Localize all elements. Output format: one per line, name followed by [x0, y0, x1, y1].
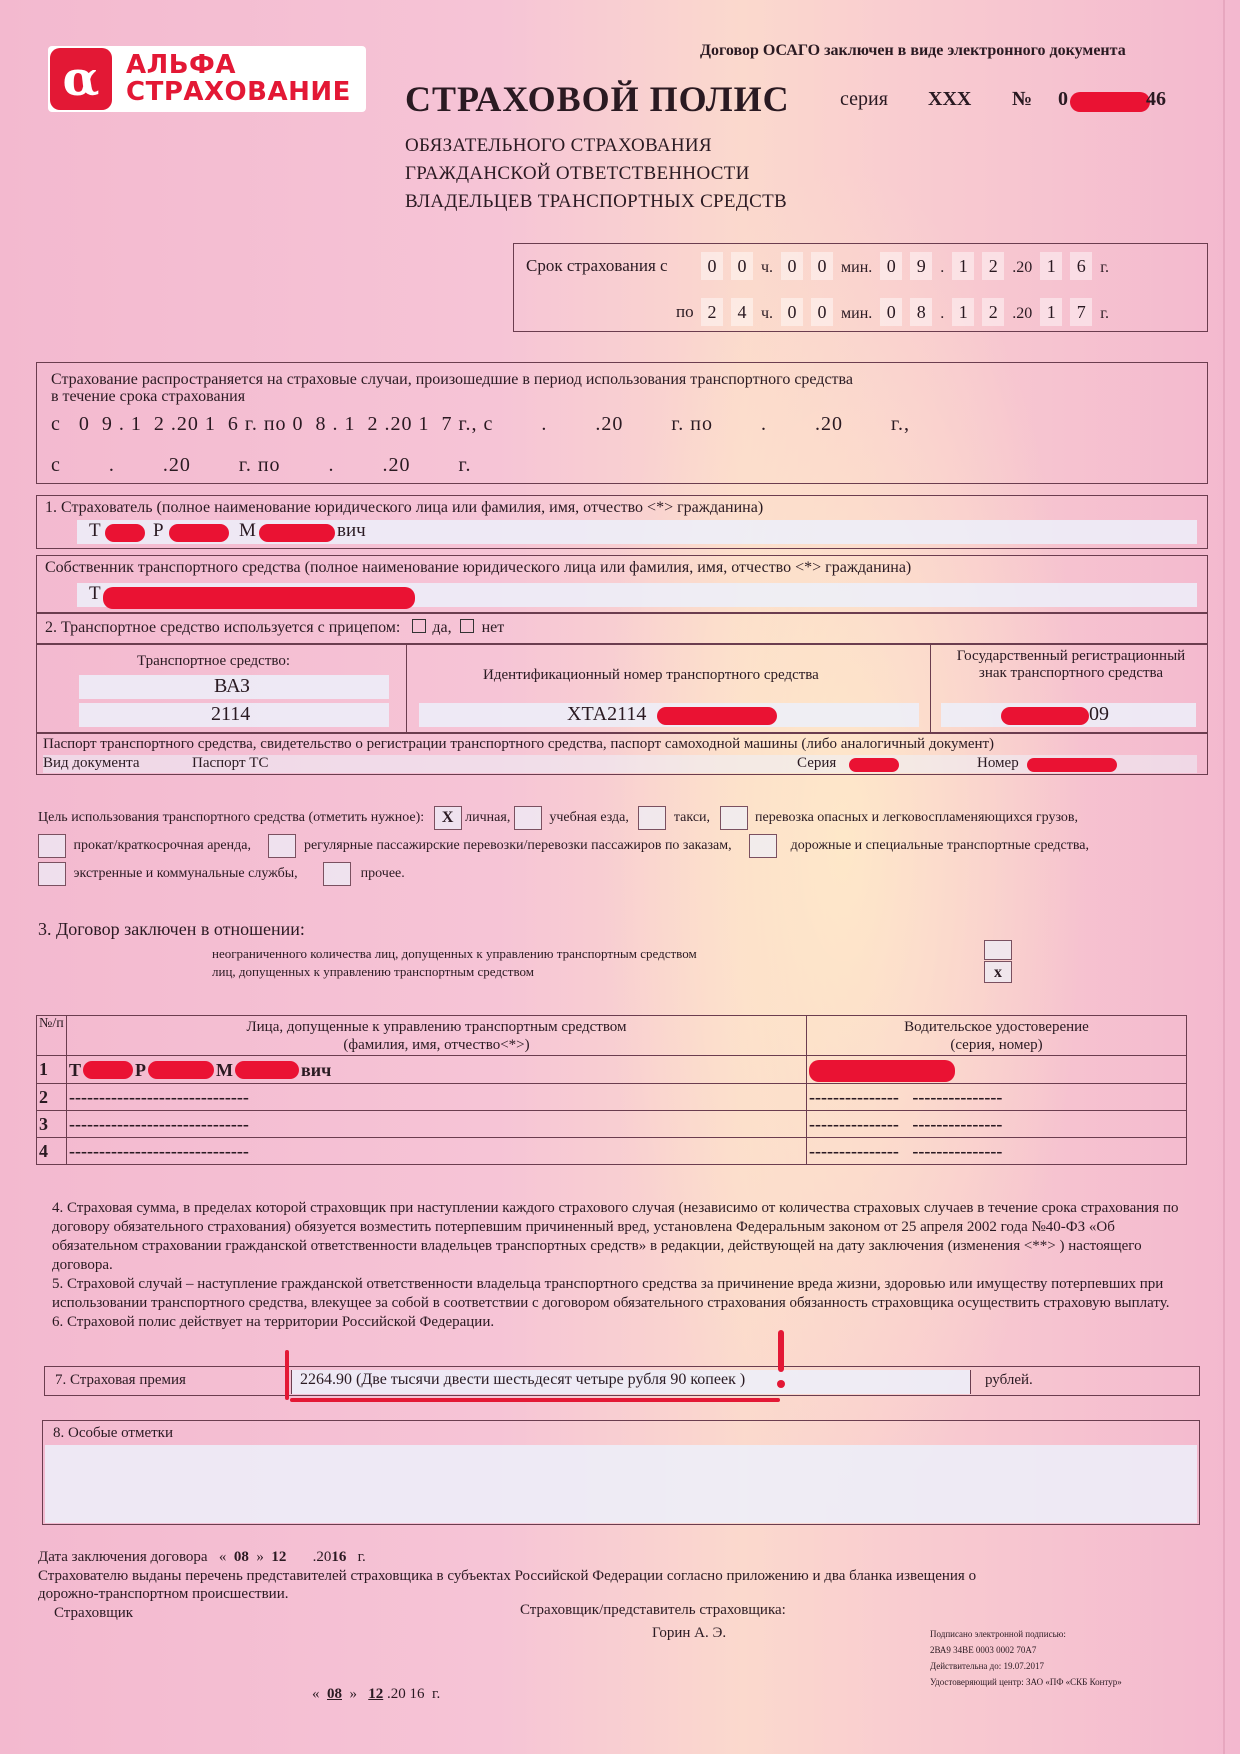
row-num: 1: [37, 1056, 67, 1084]
date-separator: ч.: [761, 259, 774, 276]
vehicle-box: [36, 644, 1208, 733]
vehicle-model: 2114: [211, 703, 251, 725]
representative-label: Страховщик/представитель страховщика:: [520, 1602, 786, 1618]
redaction-mark: [169, 524, 229, 542]
drivers-table: [36, 1015, 1187, 1165]
usage-period-box: [36, 362, 1208, 484]
trailer-box: [36, 613, 1208, 644]
special-notes-box: [42, 1420, 1200, 1525]
trailer-yes-label: да,: [432, 619, 452, 636]
vehicle-make: ВАЗ: [214, 675, 251, 697]
date-digit-cell: 2: [982, 298, 1004, 326]
issued-text: Страхователю выданы перечень представителей страховщика в субъектах Российской Федерации согласно приложению и два бланка извещения о дорожно-транспортном происшествии.: [38, 1568, 977, 1602]
contract-heading: 3. Договор заключен в отношении:: [38, 919, 305, 939]
purpose-label: Цель использования транспортного средства (отметить нужное):: [38, 810, 425, 826]
date-digit-cell: 0: [880, 252, 902, 280]
alpha-icon: [50, 48, 112, 110]
date-separator: мин.: [841, 259, 873, 276]
electronic-signature: Подписано электронной подписью: 2ВА9 34ВЕ 0003 0002 70А7 Действительна до: 19.07.2017 Удостоверяющий центр: ЗАО «ПФ «СКБ Контур»: [930, 1629, 1122, 1687]
terms-p4: 4. Страховая сумма, в пределах которой страховщик при наступлении каждого страхового случая (независимо от количества страховых случаев в течение срока страхования по договору обязательного страхования) обязуется возместить потерпевшим причиненный вред, установлена Федеральным законом от 25 апреля 2002 года №40-ФЗ «Об обязательном страховании гражданской ответственности владельцев транспортных средств» в редакции, действующей на дату заключения (изменения <**> ) настоящего договора.: [52, 1200, 1179, 1273]
vehicle-label: Транспортное средство:: [137, 653, 291, 669]
term-from-label: Срок страхования с: [526, 256, 668, 275]
driver-license: [807, 1056, 1187, 1084]
electronic-note: Договор ОСАГО заключен в виде электронного документа: [700, 42, 1126, 59]
redaction-mark: [259, 524, 335, 542]
purpose-option-label: прокат/краткосрочная аренда,: [73, 838, 251, 854]
driver-name: ------------------------------: [67, 1138, 807, 1165]
trailer-yes-checkbox[interactable]: [412, 619, 426, 633]
insurer-name-part: Т: [89, 520, 101, 541]
date-digit-cell: 1: [952, 298, 974, 326]
table-row: [37, 1084, 1187, 1111]
vehicle-passport-box: [36, 733, 1208, 775]
row-num: 2: [37, 1084, 67, 1111]
number-start: 0: [1058, 88, 1068, 110]
usage-period-row2: с . .20 г. по . .20 г.: [51, 454, 472, 476]
limited-checkbox[interactable]: x: [984, 961, 1012, 983]
usage-period-row1: с 0 9 . 1 2 .20 1 6 г. по 0 8 . 1 2 .20 1 7 г., с . .20 г. по . .20 г.,: [51, 413, 910, 435]
purpose-checkbox[interactable]: [638, 806, 666, 830]
col-num: №/п: [37, 1016, 67, 1056]
contract-option-unlimited: неограниченного количества лиц, допущенных к управлению транспортным средством: [212, 946, 697, 961]
trailer-row: [45, 619, 504, 637]
insurance-term-box: [513, 243, 1208, 332]
purpose-checkbox[interactable]: [38, 834, 66, 858]
terms-p6: 6. Страховой полис действует на территории Российской Федерации.: [52, 1314, 495, 1330]
terms-section: [52, 1199, 1187, 1332]
table-header-row: [37, 1016, 1187, 1056]
date-digit-cell: 7: [1070, 298, 1092, 326]
trailer-label: 2. Транспортное средство используется с прицепом:: [45, 619, 401, 636]
terms-p5: 5. Страховой случай – наступление гражданской ответственности владельца транспортного средства за причинение вреда жизни, здоровью или имуществу потерпевших при использовании транспортного средства, влекущее за собой в соответствии с договором обязательного страхования обязанность страховщика осуществить страховую выплату.: [52, 1276, 1170, 1311]
doc-number-label: Номер: [977, 755, 1019, 771]
date-digit-cell: 0: [731, 252, 753, 280]
insurer-box: [36, 495, 1208, 549]
series-value: ХХХ: [928, 88, 972, 110]
vin-value: ХТА2114: [567, 703, 647, 725]
doc-series-label: Серия: [797, 755, 837, 771]
table-row: [37, 1138, 1187, 1165]
driver-license: --------------- ---------------: [807, 1084, 1187, 1111]
purpose-option-label: прочее.: [360, 866, 405, 882]
date-digit-cell: 1: [1040, 298, 1062, 326]
date-separator: г.: [1100, 259, 1110, 276]
date-digit-cell: 0: [811, 298, 833, 326]
unlimited-checkbox[interactable]: [984, 940, 1012, 960]
doc-type-value: Паспорт ТС: [192, 755, 269, 771]
redaction-mark: [103, 587, 415, 609]
purpose-checkbox[interactable]: X: [434, 806, 462, 830]
page-title: СТРАХОВОЙ ПОЛИС: [405, 79, 790, 119]
date-separator: .: [940, 259, 945, 276]
doc-type-label: Вид документа: [43, 755, 140, 771]
sign-date: « 08 » 12 .20 16 г.: [312, 1686, 441, 1702]
date-digit-cell: 2: [982, 252, 1004, 280]
trailer-no-checkbox[interactable]: [460, 619, 474, 633]
purpose-checkbox[interactable]: [268, 834, 296, 858]
number-label: №: [1012, 88, 1033, 110]
plate-label: Государственный регистрационный знак транспортного средства: [956, 648, 1186, 681]
redaction-mark: [105, 524, 145, 542]
table-row: [37, 1056, 1187, 1084]
date-digit-cell: 0: [811, 252, 833, 280]
purpose-option-label: дорожные и специальные транспортные средства,: [790, 838, 1089, 854]
row-num: 3: [37, 1111, 67, 1138]
driver-name: ------------------------------: [67, 1111, 807, 1138]
driver-license: --------------- ---------------: [807, 1138, 1187, 1165]
table-row: [37, 1111, 1187, 1138]
purpose-checkbox[interactable]: [38, 862, 66, 886]
representative-name: Горин А. Э.: [652, 1625, 727, 1641]
alfa-logo: [48, 46, 366, 112]
date-separator: мин.: [841, 305, 873, 322]
contract-options: [212, 945, 697, 981]
usage-period-text: Страхование распространяется на страховые случаи, произошедшие в период использования транспортного средства в течение срока страхования: [51, 371, 853, 405]
date-separator: .20: [1012, 259, 1033, 276]
date-separator: ч.: [761, 305, 774, 322]
col-license: Водительское удостоверение (серия, номер): [807, 1016, 1187, 1056]
svg-text:α: α: [62, 51, 100, 107]
purpose-checkbox[interactable]: [323, 862, 351, 886]
insurer-label: 1. Страхователь (полное наименование юридического лица или фамилия, имя, отчество <*> гражданина): [45, 499, 764, 516]
purpose-option-label: личная,: [465, 810, 511, 826]
number-end: 46: [1146, 88, 1166, 110]
date-digit-cell: 0: [880, 298, 902, 326]
page-subtitle: ОБЯЗАТЕЛЬНОГО СТРАХОВАНИЯ ГРАЖДАНСКОЙ ОТВЕТСТВЕННОСТИ ВЛАДЕЛЬЦЕВ ТРАНСПОРТНЫХ СРЕДСТВ: [405, 135, 787, 212]
passport-label: Паспорт транспортного средства, свидетельство о регистрации транспортного средства, паспорт самоходной машины (либо аналогичный документ): [43, 736, 995, 752]
insurer-name-part: М: [239, 520, 256, 541]
date-digit-cell: 9: [910, 252, 932, 280]
plate-value: 09: [1089, 703, 1109, 725]
vin-label: Идентификационный номер транспортного средства: [483, 667, 819, 683]
purpose-checkbox[interactable]: [749, 834, 777, 858]
contract-option-limited: лиц, допущенных к управлению транспортным средством: [212, 964, 534, 979]
purpose-option-label: перевозка опасных и легковоспламеняющихся грузов,: [755, 810, 1079, 826]
insurer-name-part: вич: [337, 520, 366, 541]
date-separator: .: [940, 305, 945, 322]
trailer-no-label: нет: [481, 619, 505, 636]
redaction-mark: [849, 758, 899, 772]
driver-name: Т Р М вич: [67, 1056, 807, 1084]
logo-text-line1: АЛЬФА: [126, 50, 236, 80]
date-separator: .20: [1012, 305, 1033, 322]
special-notes-field: [45, 1445, 1197, 1523]
purpose-option-label: учебная езда,: [549, 810, 629, 826]
owner-box: [36, 555, 1208, 613]
term-to-label: по: [676, 302, 694, 321]
date-digit-cell: 1: [952, 252, 974, 280]
exclamation-mark-icon: [778, 1330, 784, 1372]
owner-label: Собственник транспортного средства (полное наименование юридического лица или фамилия, имя, отчество <*> гражданина): [45, 559, 912, 576]
purpose-checkbox[interactable]: [720, 806, 748, 830]
premium-box: [44, 1366, 1200, 1396]
insurer-name-part: Р: [153, 520, 164, 541]
purpose-option-label: регулярные пассажирские перевозки/перевозки пассажиров по заказам,: [303, 838, 732, 854]
date-separator: г.: [1100, 305, 1110, 322]
col-name: Лица, допущенные к управлению транспортным средством (фамилия, имя, отчество<*>): [67, 1016, 807, 1056]
driver-name: ------------------------------: [67, 1084, 807, 1111]
date-digit-cell: 1: [1040, 252, 1062, 280]
date-digit-cell: 2: [701, 298, 723, 326]
redaction-mark: [1070, 92, 1150, 112]
series-label: серия: [840, 88, 888, 110]
premium-value: 2264.90 (Две тысячи двести шестьдесят четыре рубля 90 копеек ): [300, 1371, 746, 1388]
date-digit-cell: 8: [910, 298, 932, 326]
premium-unit: рублей.: [985, 1372, 1033, 1388]
date-digit-cell: 0: [701, 252, 723, 280]
insurer-signature-label: Страховщик: [54, 1605, 134, 1621]
redaction-mark: [657, 707, 777, 725]
purpose-option-label: такси,: [673, 810, 711, 826]
logo-text-line2: СТРАХОВАНИЕ: [126, 77, 351, 107]
highlight-mark: [285, 1350, 289, 1400]
purpose-checkbox[interactable]: [514, 806, 542, 830]
redaction-mark: [1001, 707, 1089, 725]
date-digit-cell: 4: [731, 298, 753, 326]
purpose-option-label: экстренные и коммунальные службы,: [73, 866, 298, 882]
driver-license: --------------- ---------------: [807, 1111, 1187, 1138]
term-from-date: [697, 252, 1113, 282]
special-notes-label: 8. Особые отметки: [53, 1425, 173, 1441]
date-digit-cell: 6: [1070, 252, 1092, 280]
date-digit-cell: 0: [781, 252, 803, 280]
term-to-date: [697, 298, 1113, 328]
date-digit-cell: 0: [781, 298, 803, 326]
premium-label: 7. Страховая премия: [55, 1372, 186, 1388]
contract-date: Дата заключения договора « 08 » 12 .2016 г.: [38, 1549, 366, 1565]
redaction-mark: [1027, 758, 1117, 772]
owner-name-part: Т: [89, 583, 101, 604]
row-num: 4: [37, 1138, 67, 1165]
underline-mark: [290, 1398, 780, 1402]
